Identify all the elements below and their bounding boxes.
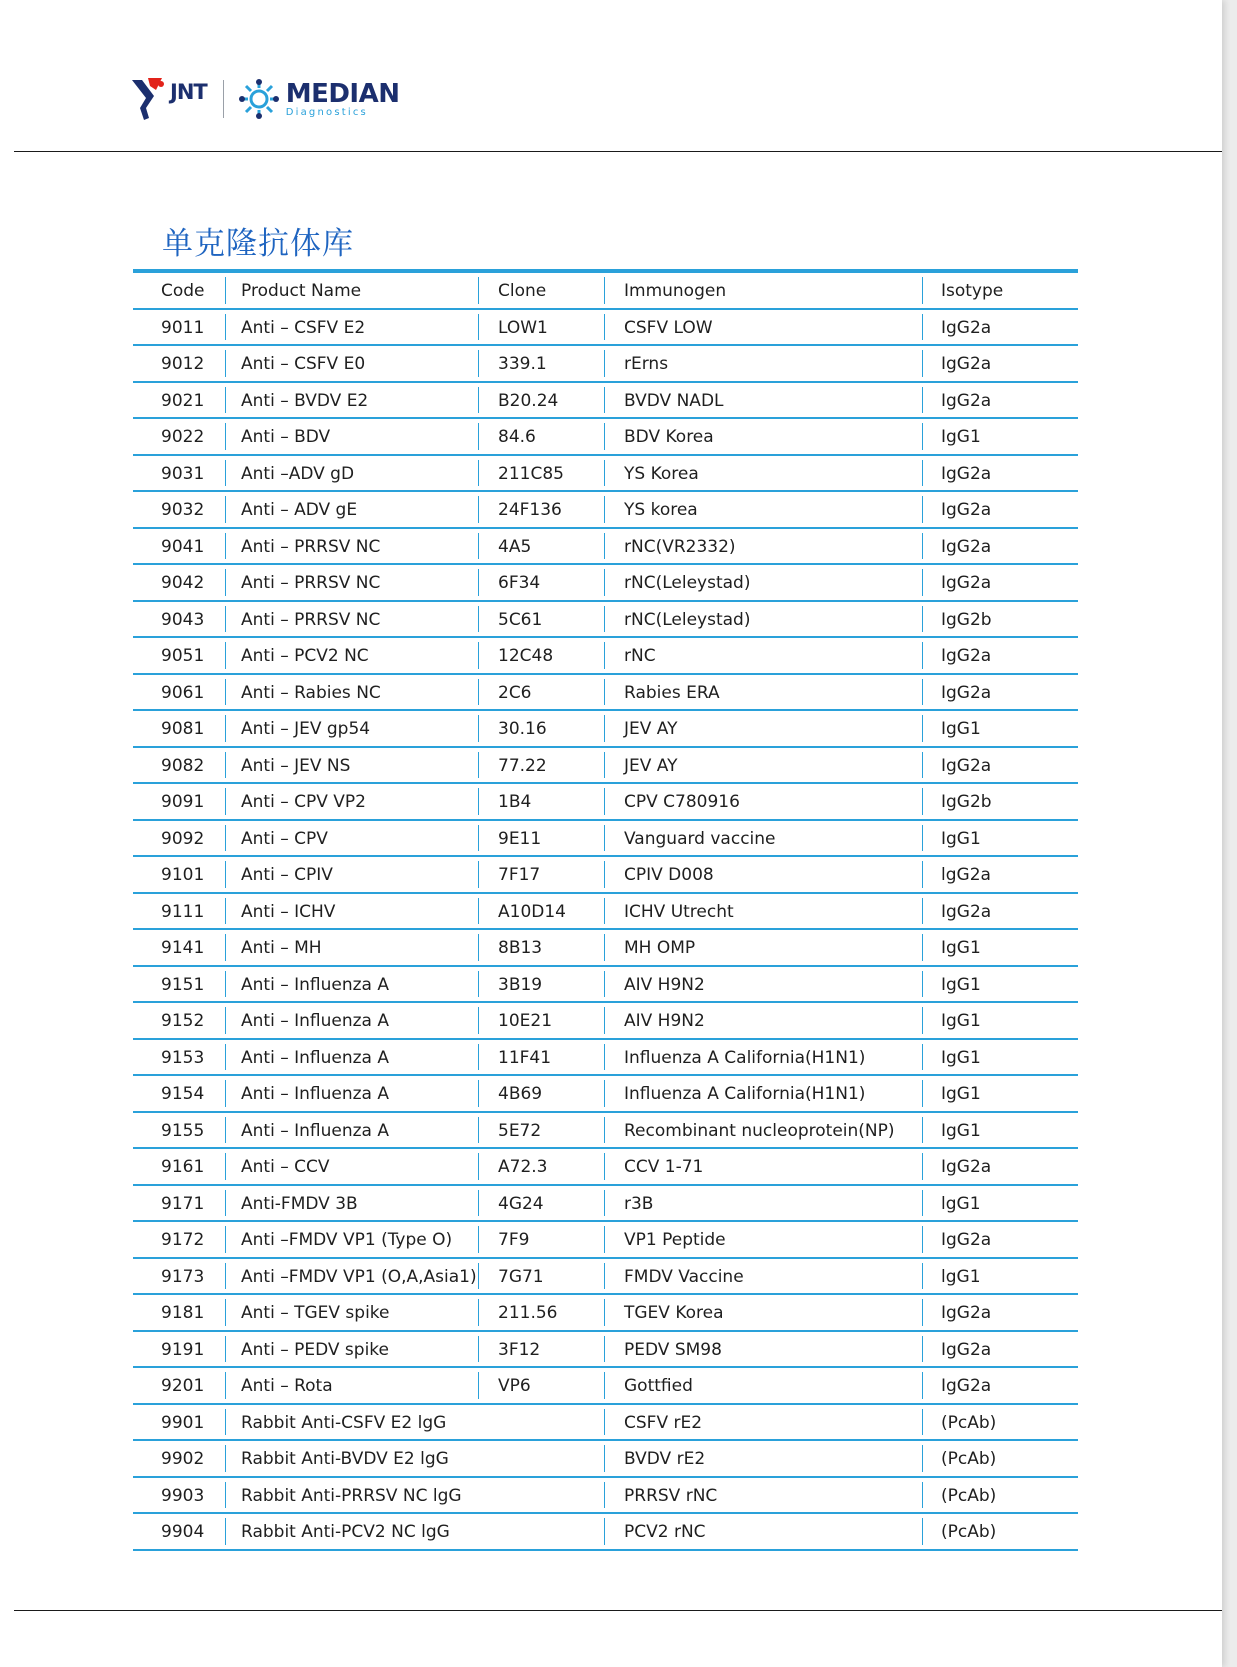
- cell-clone: 7F9: [478, 1222, 604, 1257]
- cell-immunogen: CSFV rE2: [604, 1405, 922, 1440]
- cell-immunogen: AIV H9N2: [604, 1003, 922, 1038]
- cell-code: 9155: [161, 1120, 205, 1141]
- cell-code: 9151: [161, 974, 205, 995]
- cell-isotype: IgG1: [922, 967, 1078, 1002]
- cell-clone: 4G24: [478, 1186, 604, 1221]
- cell-code: 9051: [161, 646, 205, 667]
- cell-immunogen: BDV Korea: [604, 419, 922, 454]
- header-rule: [14, 151, 1222, 152]
- cell-code: 9152: [161, 1011, 205, 1032]
- cell-code: 9011: [161, 317, 205, 338]
- table-row: [133, 1003, 1078, 1040]
- cell-immunogen: YS Korea: [604, 456, 922, 491]
- cell-clone: 339.1: [478, 346, 604, 381]
- cell-isotype: (PcAb): [922, 1441, 1078, 1476]
- cell-immunogen: BVDV rE2: [604, 1441, 922, 1476]
- table-row: [133, 1149, 1078, 1186]
- cell-isotype: IgG2a: [922, 346, 1078, 381]
- cell-clone: 1B4: [478, 784, 604, 819]
- logo-divider: [223, 80, 224, 118]
- cell-clone: 4B69: [478, 1076, 604, 1111]
- cell-isotype: IgG2a: [922, 1295, 1078, 1330]
- cell-isotype: IgG2a: [922, 1149, 1078, 1184]
- cell-immunogen: PCV2 rNC: [604, 1514, 922, 1549]
- cell-clone: [478, 1441, 604, 1476]
- cell-clone: 5E72: [478, 1113, 604, 1148]
- cell-product-name: Anti – JEV NS: [225, 748, 478, 783]
- median-logo-icon: [238, 78, 280, 120]
- jnt-logo-text: JNT: [170, 80, 207, 104]
- cell-product-name: Anti – PEDV spike: [225, 1332, 478, 1367]
- cell-immunogen: r3B: [604, 1186, 922, 1221]
- cell-isotype: IgG1: [922, 1113, 1078, 1148]
- table-row: [133, 1186, 1078, 1223]
- cell-product-name: Anti –FMDV VP1 (O,A,Asia1): [225, 1259, 478, 1294]
- cell-clone: [478, 1478, 604, 1513]
- cell-isotype: IgG2a: [922, 638, 1078, 673]
- table-row: [133, 1478, 1078, 1515]
- cell-code: 9141: [161, 938, 205, 959]
- cell-immunogen: Vanguard vaccine: [604, 821, 922, 856]
- cell-code: 9092: [161, 828, 205, 849]
- cell-code: 9903: [161, 1485, 205, 1506]
- cell-immunogen: AIV H9N2: [604, 967, 922, 1002]
- cell-code: 9191: [161, 1339, 205, 1360]
- cell-isotype: IgG2a: [922, 383, 1078, 418]
- cell-code: 9161: [161, 1157, 205, 1178]
- cell-code: 9012: [161, 354, 205, 375]
- cell-clone: 8B13: [478, 930, 604, 965]
- cell-isotype: (PcAb): [922, 1405, 1078, 1440]
- cell-code: 9181: [161, 1303, 205, 1324]
- cell-code: 9091: [161, 792, 205, 813]
- table-row: [133, 1441, 1078, 1478]
- cell-product-name: Anti – Influenza A: [225, 1076, 478, 1111]
- cell-isotype: IgG2a: [922, 492, 1078, 527]
- table-header-row: [133, 273, 1078, 310]
- cell-isotype: IgG1: [922, 821, 1078, 856]
- cell-isotype: IgG2a: [922, 675, 1078, 710]
- table-row: [133, 529, 1078, 566]
- cell-immunogen: VP1 Peptide: [604, 1222, 922, 1257]
- table-row: [133, 456, 1078, 493]
- table-row: [133, 1514, 1078, 1551]
- table-row: [133, 894, 1078, 931]
- cell-immunogen: Influenza A California(H1N1): [604, 1040, 922, 1075]
- cell-clone: 9E11: [478, 821, 604, 856]
- cell-product-name: Rabbit Anti-BVDV E2 lgG: [225, 1441, 478, 1476]
- cell-isotype: IgG2b: [922, 602, 1078, 637]
- cell-clone: [478, 1514, 604, 1549]
- cell-immunogen: JEV AY: [604, 711, 922, 746]
- table-row: [133, 565, 1078, 602]
- table-row: [133, 638, 1078, 675]
- cell-isotype: IgG1: [922, 930, 1078, 965]
- cell-code: 9032: [161, 500, 205, 521]
- page-title: 单克隆抗体库: [162, 226, 354, 262]
- cell-code: 9111: [161, 901, 205, 922]
- cell-clone: VP6: [478, 1368, 604, 1403]
- cell-clone: 211C85: [478, 456, 604, 491]
- cell-product-name: Anti – CCV: [225, 1149, 478, 1184]
- cell-code: 9022: [161, 427, 205, 448]
- cell-isotype: IgG1: [922, 1076, 1078, 1111]
- cell-isotype: IgG2a: [922, 1222, 1078, 1257]
- cell-product-name: Anti – ICHV: [225, 894, 478, 929]
- median-logo-name: MEDIAN: [285, 78, 400, 109]
- cell-immunogen: TGEV Korea: [604, 1295, 922, 1330]
- column-header-immunogen: Immunogen: [604, 273, 922, 308]
- median-logo-text: [285, 78, 400, 118]
- cell-isotype: IgG2a: [922, 529, 1078, 564]
- table-row: [133, 1405, 1078, 1442]
- cell-product-name: Anti – JEV gp54: [225, 711, 478, 746]
- cell-product-name: Anti – Influenza A: [225, 1003, 478, 1038]
- cell-clone: 12C48: [478, 638, 604, 673]
- cell-clone: 3F12: [478, 1332, 604, 1367]
- cell-product-name: Anti – Rabies NC: [225, 675, 478, 710]
- cell-product-name: Rabbit Anti-CSFV E2 lgG: [225, 1405, 478, 1440]
- cell-immunogen: CPV C780916: [604, 784, 922, 819]
- cell-immunogen: ICHV Utrecht: [604, 894, 922, 929]
- cell-isotype: IgG2a: [922, 456, 1078, 491]
- median-logo-sub: Diagnostics: [285, 106, 368, 118]
- cell-immunogen: rErns: [604, 346, 922, 381]
- table-row: [133, 967, 1078, 1004]
- cell-clone: 7F17: [478, 857, 604, 892]
- cell-product-name: Anti – CPV: [225, 821, 478, 856]
- cell-code: 9904: [161, 1522, 205, 1543]
- cell-product-name: Anti – Influenza A: [225, 1113, 478, 1148]
- cell-clone: 6F34: [478, 565, 604, 600]
- cell-clone: 211.56: [478, 1295, 604, 1330]
- cell-clone: A72.3: [478, 1149, 604, 1184]
- table-row: [133, 383, 1078, 420]
- table-row: [133, 1368, 1078, 1405]
- table-row: [133, 1259, 1078, 1296]
- cell-isotype: IgG2a: [922, 1332, 1078, 1367]
- table-row: [133, 1040, 1078, 1077]
- cell-immunogen: Recombinant nucleoprotein(NP): [604, 1113, 922, 1148]
- cell-immunogen: MH OMP: [604, 930, 922, 965]
- cell-clone: 84.6: [478, 419, 604, 454]
- cell-product-name: Anti – BDV: [225, 419, 478, 454]
- jnt-logo-icon: [128, 74, 170, 124]
- cell-clone: B20.24: [478, 383, 604, 418]
- cell-code: 9154: [161, 1084, 205, 1105]
- cell-code: 9061: [161, 682, 205, 703]
- cell-isotype: IgG2a: [922, 565, 1078, 600]
- cell-isotype: IgG1: [922, 1040, 1078, 1075]
- cell-code: 9082: [161, 755, 205, 776]
- cell-code: 9021: [161, 390, 205, 411]
- cell-product-name: Anti – Influenza A: [225, 1040, 478, 1075]
- footer-rule: [14, 1610, 1222, 1611]
- table-row: [133, 346, 1078, 383]
- cell-product-name: Anti –ADV gD: [225, 456, 478, 491]
- cell-code: 9041: [161, 536, 205, 557]
- cell-immunogen: CPIV D008: [604, 857, 922, 892]
- table-row: [133, 857, 1078, 894]
- cell-clone: LOW1: [478, 310, 604, 345]
- cell-product-name: Anti – BVDV E2: [225, 383, 478, 418]
- cell-clone: A10D14: [478, 894, 604, 929]
- cell-immunogen: CSFV LOW: [604, 310, 922, 345]
- cell-immunogen: rNC(VR2332): [604, 529, 922, 564]
- cell-isotype: IgG1: [922, 1003, 1078, 1038]
- cell-immunogen: rNC(Leleystad): [604, 565, 922, 600]
- cell-clone: 7G71: [478, 1259, 604, 1294]
- table-row: [133, 492, 1078, 529]
- cell-isotype: lgG2a: [922, 857, 1078, 892]
- cell-isotype: IgG2a: [922, 748, 1078, 783]
- cell-product-name: Anti – CSFV E2: [225, 310, 478, 345]
- table-row: [133, 930, 1078, 967]
- cell-code: 9171: [161, 1193, 205, 1214]
- cell-product-name: Anti – PRRSV NC: [225, 602, 478, 637]
- cell-code: 9173: [161, 1266, 205, 1287]
- table-row: [133, 419, 1078, 456]
- cell-isotype: IgG2a: [922, 310, 1078, 345]
- cell-product-name: Anti – CPV VP2: [225, 784, 478, 819]
- table-row: [133, 711, 1078, 748]
- cell-code: 9081: [161, 719, 205, 740]
- cell-product-name: Anti – CSFV E0: [225, 346, 478, 381]
- cell-product-name: Anti – PCV2 NC: [225, 638, 478, 673]
- cell-product-name: Anti – PRRSV NC: [225, 529, 478, 564]
- table-row: [133, 1222, 1078, 1259]
- column-header-clone: Clone: [478, 273, 604, 308]
- cell-product-name: Anti-FMDV 3B: [225, 1186, 478, 1221]
- cell-clone: 30.16: [478, 711, 604, 746]
- cell-clone: 2C6: [478, 675, 604, 710]
- cell-isotype: IgG2a: [922, 1368, 1078, 1403]
- cell-product-name: Anti – Influenza A: [225, 967, 478, 1002]
- cell-code: 9043: [161, 609, 205, 630]
- cell-immunogen: FMDV Vaccine: [604, 1259, 922, 1294]
- antibody-table: [133, 269, 1078, 1551]
- cell-product-name: Anti – CPIV: [225, 857, 478, 892]
- cell-product-name: Anti – Rota: [225, 1368, 478, 1403]
- table-row: [133, 1295, 1078, 1332]
- cell-immunogen: CCV 1-71: [604, 1149, 922, 1184]
- table-row: [133, 675, 1078, 712]
- cell-isotype: IgG2a: [922, 894, 1078, 929]
- column-header-isotype: Isotype: [922, 273, 1078, 308]
- table-row: [133, 1076, 1078, 1113]
- cell-code: 9042: [161, 573, 205, 594]
- cell-product-name: Anti – ADV gE: [225, 492, 478, 527]
- cell-clone: 11F41: [478, 1040, 604, 1075]
- cell-isotype: IgG1: [922, 711, 1078, 746]
- cell-clone: 3B19: [478, 967, 604, 1002]
- cell-code: 9172: [161, 1230, 205, 1251]
- cell-code: 9153: [161, 1047, 205, 1068]
- cell-code: 9902: [161, 1449, 205, 1470]
- cell-clone: 24F136: [478, 492, 604, 527]
- table-row: [133, 310, 1078, 347]
- cell-clone: 77.22: [478, 748, 604, 783]
- table-row: [133, 602, 1078, 639]
- cell-code: 9031: [161, 463, 205, 484]
- cell-immunogen: YS korea: [604, 492, 922, 527]
- cell-code: 9201: [161, 1376, 205, 1397]
- cell-immunogen: PRRSV rNC: [604, 1478, 922, 1513]
- cell-immunogen: JEV AY: [604, 748, 922, 783]
- cell-immunogen: Gottfied: [604, 1368, 922, 1403]
- cell-isotype: (PcAb): [922, 1478, 1078, 1513]
- cell-isotype: (PcAb): [922, 1514, 1078, 1549]
- table-row: [133, 1332, 1078, 1369]
- cell-code: 9901: [161, 1412, 205, 1433]
- header-logos: [128, 74, 400, 124]
- table-row: [133, 784, 1078, 821]
- cell-clone: 5C61: [478, 602, 604, 637]
- table-row: [133, 1113, 1078, 1150]
- cell-isotype: IgG1: [922, 419, 1078, 454]
- cell-code: 9101: [161, 865, 205, 886]
- cell-immunogen: rNC: [604, 638, 922, 673]
- cell-immunogen: BVDV NADL: [604, 383, 922, 418]
- cell-product-name: Rabbit Anti-PCV2 NC lgG: [225, 1514, 478, 1549]
- cell-product-name: Anti – MH: [225, 930, 478, 965]
- column-header-code: Code: [161, 281, 205, 302]
- cell-clone: 10E21: [478, 1003, 604, 1038]
- cell-immunogen: Influenza A California(H1N1): [604, 1076, 922, 1111]
- cell-immunogen: PEDV SM98: [604, 1332, 922, 1367]
- cell-immunogen: Rabies ERA: [604, 675, 922, 710]
- column-header-product-name: Product Name: [225, 273, 478, 308]
- cell-isotype: lgG1: [922, 1259, 1078, 1294]
- cell-immunogen: rNC(Leleystad): [604, 602, 922, 637]
- table-row: [133, 748, 1078, 785]
- cell-isotype: lgG1: [922, 1186, 1078, 1221]
- cell-product-name: Anti – TGEV spike: [225, 1295, 478, 1330]
- cell-product-name: Anti – PRRSV NC: [225, 565, 478, 600]
- cell-isotype: IgG2b: [922, 784, 1078, 819]
- table-row: [133, 821, 1078, 858]
- cell-product-name: Anti –FMDV VP1 (Type O): [225, 1222, 478, 1257]
- cell-product-name: Rabbit Anti-PRRSV NC lgG: [225, 1478, 478, 1513]
- cell-clone: [478, 1405, 604, 1440]
- cell-clone: 4A5: [478, 529, 604, 564]
